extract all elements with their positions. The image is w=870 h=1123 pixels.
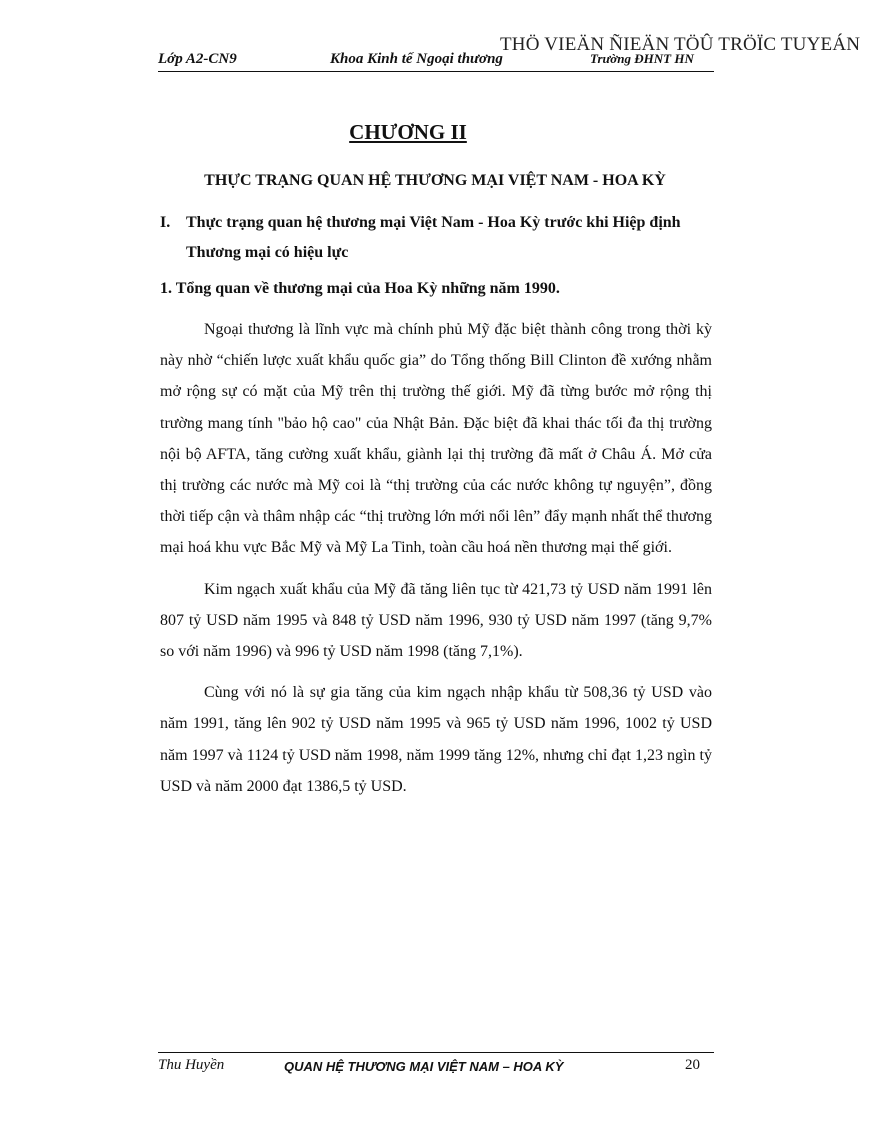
- paragraph-2: Kim ngạch xuất khẩu của Mỹ đã tăng liên tục từ 421,73 tỷ USD năm 1991 lên 807 tỷ USD năm 1995 và 848 tỷ USD năm 1996, 930 tỷ USD năm 1997 (tăng 9,7% so với năm 1996) và 996 tỷ USD năm 1998 (tăng 7,1%).: [160, 580, 712, 661]
- header-faculty: Khoa Kinh tế Ngoại thương: [330, 51, 503, 67]
- footer-author: Thu Huyền: [158, 1057, 225, 1073]
- paragraph-1: Ngoại thương là lĩnh vực mà chính phủ Mỹ đặc biệt thành công trong thời kỳ này nhờ “chiến lược xuất khẩu quốc gia” do Tổng thống Bill Clinton đề xướng nhằm mở rộng sự có mặt của Mỹ trên thị trường thế giới. Mỹ đã từng bước mở rộng thị trường mang tính "bảo hộ cao" của Nhật Bản. Đặc biệt đã khai thác tối đa thị trường nội bộ AFTA, tăng cường xuất khẩu, giành lại thị trường đã mất ở Châu Á. Mở cửa thị trường các nước mà Mỹ coi là “thị trường của các nước không tự nguyện”, đồng thời tiếp cận và thâm nhập các “thị trường lớn mới nổi lên” đẩy mạnh nhất thể thương mại hoá khu vực Bắc Mỹ và Mỹ La Tinh, toàn cầu hoá nền thương mại thế giới.: [160, 321, 712, 557]
- footer-title: QUAN HỆ THƯƠNG MẠI VIỆT NAM – HOA KỲ: [284, 1059, 564, 1074]
- section-heading: [160, 208, 716, 268]
- chapter-title: THỰC TRẠNG QUAN HỆ THƯƠNG MẠI VIỆT NAM - HOA KỲ: [204, 172, 666, 189]
- header-university: Trường ĐHNT HN: [590, 51, 694, 66]
- section-text: Thực trạng quan hệ thương mại Việt Nam - Hoa Kỳ trước khi Hiệp định Thương mại có hiệu lực: [186, 214, 681, 261]
- watermark-text: THÖ VIEÄN ÑIEÄN TÖÛ TRÖÏC TUYEÁN: [500, 34, 861, 55]
- header-class: Lớp A2-CN9: [158, 51, 237, 67]
- chapter-heading: CHƯƠNG II: [349, 120, 467, 144]
- section-number: I.: [160, 214, 171, 231]
- page-number: 20: [685, 1057, 700, 1073]
- paragraph-3: Cùng với nó là sự gia tăng của kim ngạch nhập khẩu từ 508,36 tỷ USD vào năm 1991, tăng lên 902 tỷ USD năm 1995 và 965 tỷ USD năm 1996, 1002 tỷ USD năm 1997 và 1124 tỷ USD năm 1998, năm 1999 tăng 12%, nhưng chỉ đạt 1,23 ngìn tỷ USD và năm 2000 đạt 1386,5 tỷ USD.: [160, 684, 712, 795]
- body-text: [160, 314, 712, 812]
- page-footer: [158, 1052, 714, 1077]
- page-header: [158, 51, 714, 72]
- subsection-heading: 1. Tổng quan về thương mại của Hoa Kỳ những năm 1990.: [160, 280, 560, 297]
